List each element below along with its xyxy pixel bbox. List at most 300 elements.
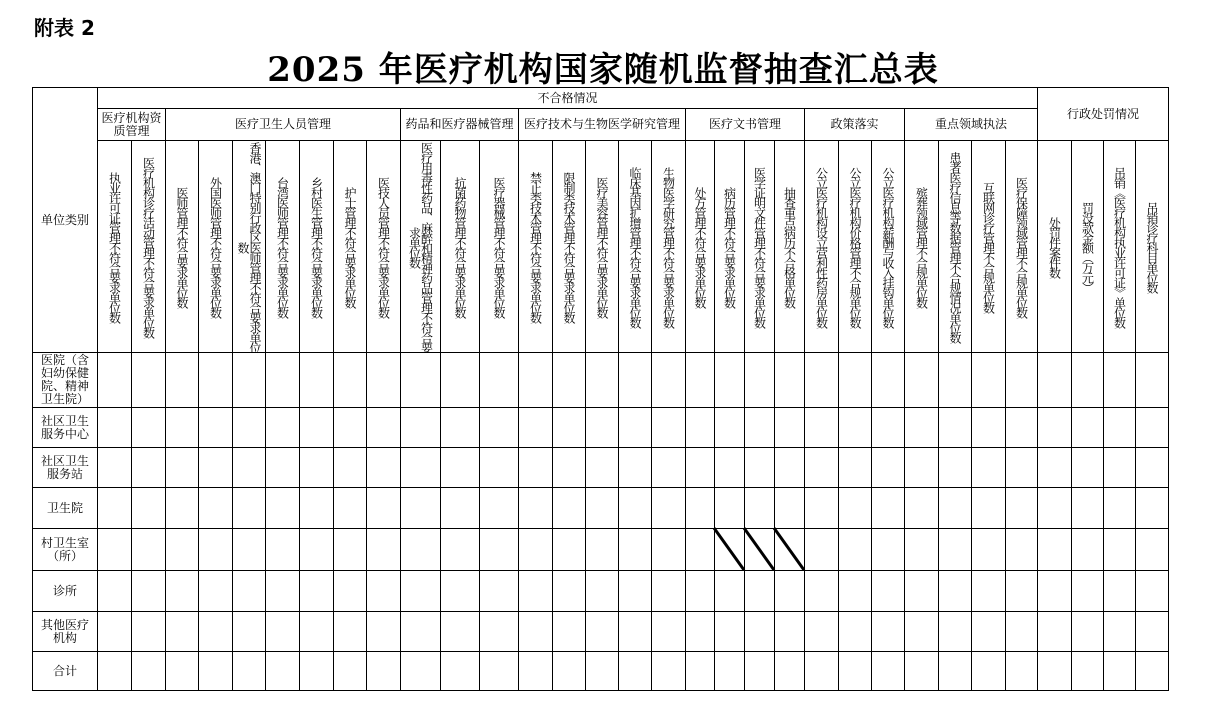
- data-cell: [871, 528, 905, 571]
- data-cell: [299, 447, 334, 488]
- data-cell: [400, 570, 441, 612]
- data-cell: [744, 528, 775, 571]
- data-cell: [938, 352, 972, 408]
- data-cell: [165, 407, 199, 448]
- data-cell: [97, 528, 132, 571]
- data-cell: [714, 447, 745, 488]
- data-cell: [938, 611, 972, 652]
- data-cell: [618, 447, 652, 488]
- data-cell: [904, 570, 939, 612]
- data-cell: [552, 651, 586, 691]
- column-header: [400, 140, 441, 353]
- penalty-header: [1037, 87, 1169, 141]
- column-header-text: 香港、澳门特别行政区医师管理不符合要求单位数: [236, 141, 262, 352]
- data-cell: [299, 407, 334, 448]
- data-cell: [333, 528, 367, 571]
- data-cell: [744, 407, 775, 448]
- data-cell: [585, 487, 619, 529]
- data-cell: [618, 352, 652, 408]
- column-header: [479, 140, 519, 353]
- data-cell: [400, 487, 441, 529]
- data-cell: [685, 447, 715, 488]
- data-cell: [871, 487, 905, 529]
- data-cell: [552, 570, 586, 612]
- data-cell: [265, 352, 300, 408]
- data-cell: [838, 570, 872, 612]
- data-cell: [299, 651, 334, 691]
- data-cell: [97, 352, 132, 408]
- data-cell: [440, 352, 480, 408]
- data-cell: [479, 651, 519, 691]
- data-cell: [440, 651, 480, 691]
- data-cell: [400, 528, 441, 571]
- data-cell: [804, 352, 839, 408]
- data-cell: [299, 611, 334, 652]
- data-cell: [618, 611, 652, 652]
- data-cell: [871, 570, 905, 612]
- data-cell: [838, 611, 872, 652]
- data-cell: [651, 407, 686, 448]
- data-cell: [198, 651, 233, 691]
- unqualified-header-text: 不合格情况: [537, 91, 598, 105]
- data-cell: [97, 611, 132, 652]
- data-cell: [1135, 487, 1169, 529]
- data-cell: [971, 570, 1006, 612]
- group-header-0: [97, 108, 166, 141]
- column-header-text: 台湾医师管理不符合要求单位数: [275, 176, 290, 317]
- data-cell: [552, 407, 586, 448]
- group-header-2: [400, 108, 519, 141]
- data-cell: [1071, 487, 1104, 529]
- group-header-6-text: 重点领域执法: [934, 117, 1007, 131]
- column-header-text: 患者医疗信息等数据管理不合规情况单位数: [948, 151, 962, 342]
- data-cell: [1103, 487, 1136, 529]
- data-cell: [518, 447, 553, 488]
- data-cell: [618, 487, 652, 529]
- data-cell: [518, 352, 553, 408]
- data-cell: [131, 447, 166, 488]
- group-header-4-text: 医疗文书管理: [708, 117, 781, 131]
- column-header-text: 公立医疗机构价格管理不合规单位数: [848, 166, 862, 327]
- data-cell: [971, 651, 1006, 691]
- data-cell: [333, 352, 367, 408]
- data-cell: [232, 407, 266, 448]
- data-cell: [1005, 447, 1038, 488]
- data-cell: [165, 352, 199, 408]
- data-cell: [1135, 651, 1169, 691]
- column-header: [618, 140, 652, 353]
- group-header-2-text: 药品和医疗器械管理: [405, 117, 514, 131]
- data-cell: [97, 407, 132, 448]
- row-label: [32, 447, 98, 488]
- column-header-text: 殡葬领域管理不合规单位数: [914, 186, 929, 307]
- column-header-text: 互联网诊疗管理不合规单位数: [981, 181, 996, 312]
- data-cell: [1005, 570, 1038, 612]
- column-header: [518, 140, 553, 353]
- data-cell: [685, 407, 715, 448]
- data-cell: [479, 352, 519, 408]
- data-cell: [131, 651, 166, 691]
- data-cell: [744, 447, 775, 488]
- data-cell: [198, 528, 233, 571]
- data-cell: [198, 352, 233, 408]
- data-cell: [804, 447, 839, 488]
- data-cell: [366, 611, 401, 652]
- data-cell: [774, 651, 805, 691]
- data-cell: [366, 352, 401, 408]
- data-cell: [744, 487, 775, 529]
- column-header: [774, 140, 805, 353]
- data-cell: [744, 651, 775, 691]
- data-cell: [1103, 651, 1136, 691]
- column-header: [651, 140, 686, 353]
- data-cell: [618, 407, 652, 448]
- column-header: [299, 140, 334, 353]
- data-cell: [265, 611, 300, 652]
- data-cell: [1135, 570, 1169, 612]
- data-cell: [774, 407, 805, 448]
- data-cell: [333, 570, 367, 612]
- data-cell: [518, 651, 553, 691]
- column-header: [871, 140, 905, 353]
- column-header: [744, 140, 775, 353]
- data-cell: [804, 611, 839, 652]
- data-cell: [165, 611, 199, 652]
- data-cell: [685, 352, 715, 408]
- data-cell: [552, 487, 586, 529]
- data-cell: [685, 651, 715, 691]
- data-cell: [651, 528, 686, 571]
- column-header-text: 生物医学研究管理不符合要求单位数: [661, 166, 676, 327]
- row-label-text: 社区卫生服务站: [40, 453, 89, 481]
- row-label: [32, 487, 98, 529]
- data-cell: [198, 570, 233, 612]
- unit-type-header-text: 单位类别: [40, 212, 89, 227]
- data-cell: [651, 651, 686, 691]
- data-cell: [904, 651, 939, 691]
- data-cell: [585, 651, 619, 691]
- data-cell: [232, 447, 266, 488]
- data-cell: [1005, 651, 1038, 691]
- data-cell: [165, 487, 199, 529]
- data-cell: [774, 528, 805, 571]
- data-cell: [871, 352, 905, 408]
- data-cell: [1037, 407, 1072, 448]
- data-cell: [518, 611, 553, 652]
- data-cell: [1037, 447, 1072, 488]
- data-cell: [265, 447, 300, 488]
- data-cell: [1135, 352, 1169, 408]
- data-cell: [1103, 352, 1136, 408]
- unit-type-header: [32, 87, 98, 353]
- data-cell: [938, 570, 972, 612]
- column-header: [131, 140, 166, 353]
- data-cell: [651, 570, 686, 612]
- data-cell: [838, 447, 872, 488]
- data-cell: [585, 611, 619, 652]
- data-cell: [552, 611, 586, 652]
- data-cell: [714, 611, 745, 652]
- column-header-text: 医疗器械管理不符合要求单位数: [492, 176, 506, 317]
- data-cell: [265, 651, 300, 691]
- row-label-text: 卫生院: [46, 500, 83, 515]
- data-cell: [938, 487, 972, 529]
- data-cell: [1103, 447, 1136, 488]
- data-cell: [366, 407, 401, 448]
- data-cell: [131, 611, 166, 652]
- data-cell: [804, 651, 839, 691]
- column-header: [232, 140, 266, 353]
- data-cell: [299, 528, 334, 571]
- data-cell: [265, 487, 300, 529]
- data-cell: [1135, 447, 1169, 488]
- data-cell: [165, 447, 199, 488]
- column-header-text: 抽查重点病历不合格单位数: [782, 186, 797, 307]
- data-cell: [804, 528, 839, 571]
- data-cell: [871, 611, 905, 652]
- data-cell: [518, 487, 553, 529]
- data-cell: [366, 487, 401, 529]
- data-cell: [585, 352, 619, 408]
- row-label: [32, 407, 98, 448]
- column-header: [1005, 140, 1038, 353]
- data-cell: [938, 447, 972, 488]
- data-cell: [400, 407, 441, 448]
- penalty-column-header-text: 吊销诊疗科目单位数: [1145, 201, 1159, 292]
- data-cell: [1005, 611, 1038, 652]
- data-cell: [265, 528, 300, 571]
- data-cell: [971, 487, 1006, 529]
- data-cell: [714, 651, 745, 691]
- penalty-header-text: 行政处罚情况: [1066, 107, 1139, 121]
- group-header-1: [165, 108, 401, 141]
- column-header: [904, 140, 939, 353]
- group-header-1-text: 医疗卫生人员管理: [234, 117, 331, 131]
- data-cell: [618, 570, 652, 612]
- data-cell: [1103, 570, 1136, 612]
- data-cell: [838, 352, 872, 408]
- data-cell: [651, 611, 686, 652]
- group-header-5: [804, 108, 905, 141]
- data-cell: [440, 528, 480, 571]
- row-label-text: 合计: [52, 663, 77, 678]
- data-cell: [400, 447, 441, 488]
- data-cell: [299, 487, 334, 529]
- data-cell: [774, 611, 805, 652]
- data-cell: [714, 407, 745, 448]
- data-cell: [232, 352, 266, 408]
- column-header-text: 医疗保障领域管理不合规单位数: [1014, 176, 1029, 317]
- penalty-column-header-text: 处罚件案件数: [1047, 216, 1062, 277]
- data-cell: [618, 528, 652, 571]
- data-cell: [198, 487, 233, 529]
- column-header-text: 医疗用毒性药品、麻醉和精神药品管理不符合要求单位数: [407, 141, 434, 352]
- column-header-text: 病历管理不符合要求单位数: [722, 186, 737, 307]
- data-cell: [904, 528, 939, 571]
- data-cell: [440, 570, 480, 612]
- column-header-text: 医技人员管理不符合要求单位数: [376, 176, 391, 317]
- group-header-3-text: 医疗技术与生物医学研究管理: [523, 117, 680, 131]
- column-header-text: 乡村医生管理不符合要求单位数: [309, 176, 324, 317]
- data-cell: [585, 528, 619, 571]
- column-header-text: 护士管理不符合要求单位数: [343, 186, 357, 307]
- data-cell: [97, 570, 132, 612]
- data-cell: [774, 487, 805, 529]
- data-cell: [198, 447, 233, 488]
- data-cell: [479, 447, 519, 488]
- data-cell: [585, 570, 619, 612]
- penalty-column-header-text: 罚没款金额（万元）: [1080, 201, 1095, 292]
- data-cell: [1071, 570, 1104, 612]
- data-cell: [232, 651, 266, 691]
- data-cell: [1005, 407, 1038, 448]
- row-label: [32, 570, 98, 612]
- data-cell: [440, 487, 480, 529]
- penalty-column-header: [1135, 140, 1169, 353]
- data-cell: [871, 651, 905, 691]
- column-header-text: 公立医疗机构设立营利性药房单位数: [814, 166, 829, 327]
- data-cell: [585, 407, 619, 448]
- group-header-6: [904, 108, 1038, 141]
- data-cell: [1005, 487, 1038, 529]
- data-cell: [651, 447, 686, 488]
- row-label: [32, 352, 98, 408]
- data-cell: [479, 528, 519, 571]
- data-cell: [1135, 528, 1169, 571]
- data-cell: [838, 407, 872, 448]
- data-cell: [585, 447, 619, 488]
- data-cell: [774, 447, 805, 488]
- data-cell: [1005, 528, 1038, 571]
- row-label-text: 村卫生室（所）: [40, 535, 89, 563]
- data-cell: [400, 651, 441, 691]
- data-cell: [131, 570, 166, 612]
- column-header: [838, 140, 872, 353]
- column-header-text: 处方管理不符合要求单位数: [693, 186, 707, 307]
- data-cell: [971, 447, 1006, 488]
- data-cell: [714, 487, 745, 529]
- column-header: [366, 140, 401, 353]
- data-cell: [366, 570, 401, 612]
- data-cell: [400, 611, 441, 652]
- data-cell: [1037, 528, 1072, 571]
- data-cell: [904, 487, 939, 529]
- data-cell: [938, 528, 972, 571]
- data-cell: [904, 352, 939, 408]
- data-cell: [552, 528, 586, 571]
- data-cell: [265, 407, 300, 448]
- data-cell: [232, 487, 266, 529]
- group-header-3: [518, 108, 686, 141]
- column-header-text: 公立医疗机构薪酬与收入挂钩单位数: [881, 166, 895, 327]
- row-label: [32, 528, 98, 571]
- column-header: [333, 140, 367, 353]
- data-cell: [714, 352, 745, 408]
- data-cell: [131, 407, 166, 448]
- data-cell: [479, 407, 519, 448]
- attachment-label: 附表 2: [34, 16, 95, 40]
- column-header-text: 抗菌药物管理不符合要求单位数: [453, 176, 467, 317]
- column-header: [198, 140, 233, 353]
- column-header-text: 医学证明文件管理不符合要求单位数: [752, 166, 767, 327]
- data-cell: [232, 570, 266, 612]
- data-cell: [938, 651, 972, 691]
- data-cell: [552, 447, 586, 488]
- data-cell: [198, 407, 233, 448]
- data-cell: [1037, 651, 1072, 691]
- column-header: [804, 140, 839, 353]
- penalty-column-header: [1071, 140, 1104, 353]
- data-cell: [366, 651, 401, 691]
- data-cell: [1071, 611, 1104, 652]
- data-cell: [714, 570, 745, 612]
- data-cell: [97, 487, 132, 529]
- penalty-column-header: [1103, 140, 1136, 353]
- data-cell: [971, 352, 1006, 408]
- row-label-text: 其他医疗机构: [40, 617, 89, 645]
- data-cell: [651, 352, 686, 408]
- data-cell: [265, 570, 300, 612]
- data-cell: [333, 447, 367, 488]
- group-header-4: [685, 108, 805, 141]
- data-cell: [440, 611, 480, 652]
- data-cell: [971, 407, 1006, 448]
- data-cell: [1135, 407, 1169, 448]
- data-cell: [1135, 611, 1169, 652]
- data-cell: [479, 611, 519, 652]
- data-cell: [1103, 407, 1136, 448]
- data-cell: [518, 570, 553, 612]
- data-cell: [440, 407, 480, 448]
- data-cell: [518, 407, 553, 448]
- data-cell: [1037, 611, 1072, 652]
- data-cell: [1037, 352, 1072, 408]
- data-cell: [440, 447, 480, 488]
- row-label-text: 医院（含妇幼保健院、精神卫生院）: [40, 353, 89, 406]
- data-cell: [232, 528, 266, 571]
- column-header-text: 医疗机构诊疗活动管理不符合要求单位数: [141, 156, 156, 337]
- data-cell: [938, 407, 972, 448]
- data-cell: [744, 352, 775, 408]
- row-label-text: 社区卫生服务中心: [40, 413, 89, 441]
- data-cell: [131, 487, 166, 529]
- column-header-text: 外国医师管理不符合要求单位数: [208, 176, 223, 317]
- data-cell: [333, 487, 367, 529]
- data-cell: [971, 528, 1006, 571]
- data-cell: [165, 651, 199, 691]
- column-header: [440, 140, 480, 353]
- data-cell: [871, 407, 905, 448]
- data-cell: [1103, 611, 1136, 652]
- data-cell: [232, 611, 266, 652]
- data-cell: [685, 611, 715, 652]
- row-label-text: 诊所: [52, 583, 77, 598]
- data-cell: [838, 651, 872, 691]
- data-cell: [744, 611, 775, 652]
- penalty-column-header: [1037, 140, 1072, 353]
- penalty-column-header-text: 吊销《医疗机构执业许可证》单位数: [1112, 166, 1127, 327]
- data-cell: [198, 611, 233, 652]
- data-cell: [838, 487, 872, 529]
- data-cell: [804, 407, 839, 448]
- data-cell: [366, 447, 401, 488]
- column-header-text: 医师管理不符合要求单位数: [175, 186, 189, 307]
- column-header: [714, 140, 745, 353]
- data-cell: [744, 570, 775, 612]
- data-cell: [1071, 352, 1104, 408]
- column-header: [971, 140, 1006, 353]
- data-cell: [804, 487, 839, 529]
